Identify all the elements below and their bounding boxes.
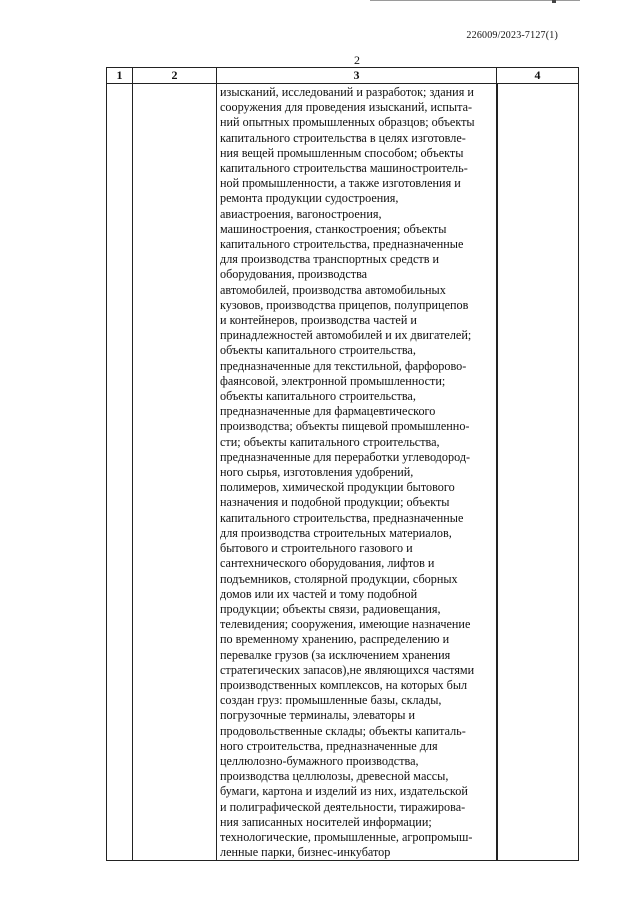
column-header-3: 3: [217, 68, 497, 84]
column-header-4: 4: [497, 68, 579, 84]
text-line: машиностроения, станкостроения; объекты: [220, 221, 447, 236]
text-line: производства целлюлозы, древесной массы,: [220, 769, 449, 784]
text-line: фаянсовой, электронной промышленности;: [220, 373, 446, 388]
text-line: оборудования, производства: [220, 267, 368, 282]
column-header-2: 2: [133, 68, 217, 84]
text-line: для производства строительных материалов,: [220, 525, 452, 540]
header-row: [107, 68, 579, 84]
text-line: ного сырья, изготовления удобрений,: [220, 465, 414, 480]
text-line: полимеров, химической продукции бытового: [220, 480, 455, 495]
text-line: кузовов, производства прицепов, полуприцепов: [220, 297, 469, 312]
text-line: производства; объекты пищевой промышленно-: [220, 419, 470, 434]
scan-artifact: [552, 0, 556, 3]
text-line: телевидения; сооружения, имеющие назначение: [220, 617, 471, 632]
text-line: капитального строительства, предназначенные: [220, 510, 464, 525]
text-line: объекты капитального строительства,: [220, 389, 416, 404]
text-line: бумаги, картона и изделий из них, издательской: [220, 784, 468, 799]
text-line: сти; объекты капитального строительства,: [220, 434, 440, 449]
table-row: [107, 84, 579, 861]
text-line: авиастроения, вагоностроения,: [220, 206, 382, 221]
column-header-1: 1: [107, 68, 133, 84]
text-line: создан груз: промышленные базы, склады,: [220, 693, 442, 708]
text-line: ний опытных промышленных образцов; объекты: [220, 115, 475, 130]
text-line: сооружения для проведения изысканий, испыта-: [220, 100, 473, 115]
text-line: капитального строительства машиностроитель-: [220, 161, 468, 176]
text-line: погрузочные терминалы, элеваторы и: [220, 708, 416, 723]
text-line: для производства транспортных средств и: [220, 252, 440, 267]
text-line: и контейнеров, производства частей и: [220, 313, 417, 328]
text-line: ной промышленности, а также изготовления и: [220, 176, 461, 191]
text-line: целлюлозно-бумажного производства,: [220, 753, 419, 768]
document-id: 226009/2023-7127(1): [466, 30, 558, 41]
page-number: 2: [354, 53, 360, 67]
text-line: автомобилей, производства автомобильных: [220, 282, 446, 297]
text-line: продукции; объекты связи, радиовещания,: [220, 601, 441, 616]
text-line: предназначенные для переработки углеводород-: [220, 449, 471, 464]
text-line: стратегических запасов),не являющихся частями: [220, 662, 475, 677]
text-line: объекты капитального строительства,: [220, 343, 416, 358]
cell-col-1: [107, 84, 133, 861]
text-line: сантехнического оборудования, лифтов и: [220, 556, 435, 571]
text-line: бытового и строительного газового и: [220, 541, 413, 556]
text-line: производственных комплексов, на которых был: [220, 677, 468, 692]
cell-col-3: [217, 84, 497, 861]
text-line: ленные парки, бизнес-инкубатор: [220, 845, 391, 860]
text-line: принадлежностей автомобилей и их двигателей;: [220, 328, 472, 343]
text-line: ного строительства, предназначенные для: [220, 738, 438, 753]
usage-description-text: [217, 84, 496, 860]
content-table: [106, 67, 579, 861]
text-line: продовольственные склады; объекты капиталь-: [220, 723, 466, 738]
text-line: и полиграфической деятельности, тиражирова-: [220, 799, 466, 814]
text-line: по временному хранению, распределению и: [220, 632, 450, 647]
text-line: ремонта продукции судостроения,: [220, 191, 399, 206]
text-line: капитального строительства, предназначенные: [220, 237, 464, 252]
text-line: домов или их частей и тому подобной: [220, 586, 418, 601]
text-line: подъемников, столярной продукции, сборных: [220, 571, 458, 586]
text-line: назначения и подобной продукции; объекты: [220, 495, 450, 510]
text-line: капитального строительства в целях изготовле-: [220, 130, 466, 145]
cell-col-2: [133, 84, 217, 861]
scan-edge-line: [370, 0, 580, 1]
text-line: предназначенные для текстильной, фарфорово-: [220, 358, 467, 373]
cell-col-4: [497, 84, 579, 861]
text-line: перевалке грузов (за исключением хранения: [220, 647, 451, 662]
text-line: изысканий, исследований и разработок; здания и: [220, 85, 474, 99]
text-line: ния вещей промышленным способом; объекты: [220, 145, 464, 160]
text-line: ния записанных носителей информации;: [220, 814, 432, 829]
text-line: предназначенные для фармацевтического: [220, 404, 436, 419]
text-line: технологические, промышленные, агропромыш-: [220, 829, 473, 844]
